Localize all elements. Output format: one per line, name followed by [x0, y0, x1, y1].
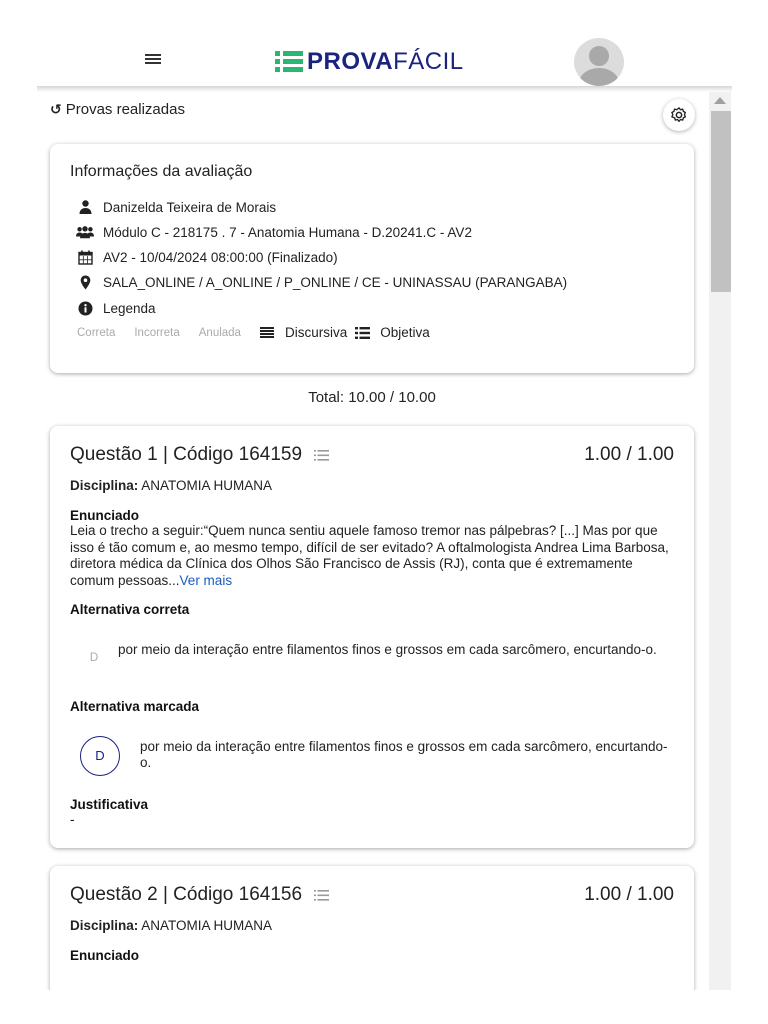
- discipline-label: Disciplina:: [70, 478, 139, 493]
- statement-body: Leia o trecho a seguir:“Quem nunca sentiu aquele famoso tremor nas pálpebras? [...] Mas por que isso é tão comum e, ao mesmo tempo, difícil de ser evitado? A oftalmologista Andrea Lima Barbosa, diretora médica da Clínica dos Olhos São Francisco de Assis (RJ), conta que é extremamente comum pessoas...: [70, 523, 669, 588]
- discipline-value: ANATOMIA HUMANA: [141, 918, 273, 933]
- discipline-label: Disciplina:: [70, 918, 139, 933]
- legend-label: Legenda: [103, 300, 156, 316]
- question-title-text: Questão 2 | Código 164156: [70, 884, 303, 905]
- question-score: 1.00 / 1.00: [584, 444, 674, 465]
- settings-button[interactable]: [663, 99, 695, 131]
- info-legend: [76, 300, 156, 316]
- legend-cancelled: Anulada: [198, 326, 241, 339]
- users-group-icon: [76, 224, 94, 240]
- see-more-link[interactable]: Ver mais: [179, 572, 233, 588]
- module-text: Módulo C - 218175 . 7 - Anatomia Humana - D.20241.C - AV2: [103, 224, 472, 240]
- exam-text: AV2 - 10/04/2024 08:00:00 (Finalizado): [103, 249, 338, 265]
- list-icon: [314, 450, 329, 461]
- correct-alternative: [70, 642, 670, 666]
- marked-alternative-letter: D: [80, 736, 120, 776]
- hamburger-icon[interactable]: [145, 54, 161, 66]
- info-exam: [76, 249, 338, 265]
- scrollbar-thumb[interactable]: [711, 111, 731, 292]
- logo-text-bold: PROVA: [307, 48, 394, 75]
- correct-alternative-label: Alternativa correta: [70, 602, 190, 617]
- student-name: Danizelda Teixeira de Morais: [103, 199, 277, 215]
- discipline-value: ANATOMIA HUMANA: [141, 478, 273, 493]
- top-bar-shadow: [37, 86, 732, 92]
- info-circle-icon: [76, 300, 94, 316]
- list-icon: [355, 327, 370, 339]
- marked-alternative-label: Alternativa marcada: [70, 699, 200, 714]
- legend-objective: [355, 325, 430, 340]
- legend-correct: Correta: [77, 326, 116, 339]
- user-avatar-icon[interactable]: [574, 38, 624, 86]
- legend-incorrect: Incorreta: [134, 326, 180, 339]
- history-icon: ↺: [50, 101, 62, 117]
- list-icon: [314, 890, 329, 901]
- info-title: Informações da avaliação: [70, 163, 253, 180]
- total-score: Total: 10.00 / 10.00: [308, 389, 436, 406]
- statement-label: Enunciado: [70, 508, 140, 523]
- question-discipline: [70, 478, 272, 493]
- question-title-text: Questão 1 | Código 164159: [70, 444, 303, 465]
- statement-text: [70, 523, 678, 589]
- justification-label: Justificativa: [70, 797, 149, 812]
- marked-alternative-text: por meio da interação entre filamentos finos e grossos em cada sarcômero, encurtando-o.: [140, 739, 668, 770]
- legend-discursive: [260, 325, 347, 340]
- breadcrumb-provas-realizadas[interactable]: [50, 101, 185, 118]
- evaluation-info-card: [50, 144, 694, 373]
- logo[interactable]: [275, 48, 464, 76]
- location-text: SALA_ONLINE / A_ONLINE / P_ONLINE / CE - UNINASSAU (PARANGABA): [103, 274, 568, 290]
- correct-alternative-text: por meio da interação entre filamentos finos e grossos em cada sarcômero, encurtando-o.: [118, 642, 657, 657]
- statement-label: Enunciado: [70, 948, 140, 963]
- question-discipline: [70, 918, 272, 933]
- logo-mark-icon: [275, 50, 303, 74]
- legend-discursive-label: Discursiva: [284, 325, 348, 340]
- map-pin-icon: [76, 274, 94, 290]
- question-score: 1.00 / 1.00: [584, 884, 674, 905]
- question-card: [50, 426, 694, 848]
- justification-value: -: [70, 812, 75, 827]
- calendar-icon: [76, 249, 94, 265]
- question-title: [70, 884, 329, 906]
- user-icon: [76, 199, 94, 215]
- info-student: [76, 199, 276, 215]
- legend-objective-label: Objetiva: [380, 325, 430, 340]
- logo-text-light: FÁCIL: [393, 48, 464, 75]
- viewport-bottom: [0, 990, 768, 1024]
- scroll-up-arrow-icon[interactable]: [714, 97, 726, 104]
- lines-icon: [260, 327, 274, 338]
- legend-row: [77, 325, 430, 340]
- marked-alternative: [70, 736, 670, 776]
- breadcrumb-label: Provas realizadas: [65, 101, 185, 118]
- correct-alternative-letter: D: [89, 652, 99, 664]
- info-module: [76, 224, 472, 240]
- question-title: [70, 444, 329, 466]
- gear-icon: [670, 106, 688, 124]
- info-location: [76, 274, 567, 290]
